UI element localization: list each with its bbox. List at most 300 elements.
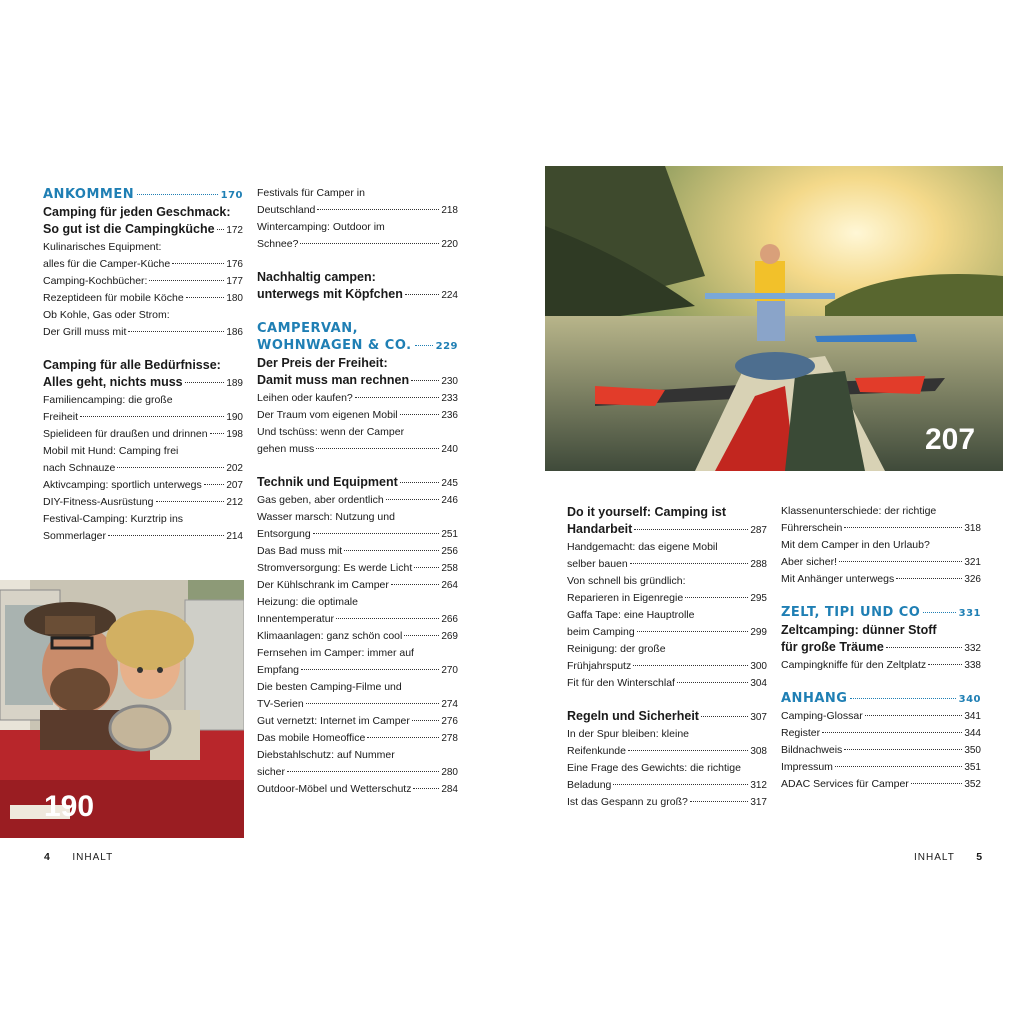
toc-entry: [781, 571, 981, 588]
toc-title: Beladung: [567, 779, 612, 791]
toc-line: Der Preis der Freiheit:: [257, 356, 388, 370]
toc-row: [257, 236, 458, 253]
toc-title: Ist das Gespann zu groß?: [567, 796, 688, 808]
toc-entry: [257, 577, 458, 594]
toc-page-number: 317: [750, 797, 767, 808]
spacer: [781, 588, 981, 604]
toc-row: [781, 639, 981, 657]
leader-dots: [172, 263, 224, 264]
toc-line: Mit dem Camper in den Urlaub?: [781, 539, 930, 551]
toc-row: [257, 713, 458, 730]
toc-row: [257, 286, 458, 304]
toc-entry: [781, 537, 981, 571]
toc-title: DIY-Fitness-Ausrüstung: [43, 496, 154, 508]
leader-dots: [633, 665, 748, 666]
toc-title: Outdoor-Möbel und Wetterschutz: [257, 783, 412, 795]
leader-dots: [911, 783, 963, 784]
toc-page-number: 308: [750, 746, 767, 757]
toc-page-number: 270: [441, 665, 458, 676]
toc-row: [257, 372, 458, 390]
toc-page-number: 220: [441, 239, 458, 250]
toc-row: [43, 494, 243, 511]
toc-title: Handarbeit: [567, 522, 633, 536]
toc-entry: [257, 543, 458, 560]
leader-dots: [839, 561, 962, 562]
leader-dots: [186, 297, 225, 298]
leader-dots: [210, 433, 225, 434]
leader-dots: [217, 229, 225, 230]
toc-entry: [567, 794, 767, 811]
toc-title: Campingkniffe für den Zeltplatz: [781, 659, 927, 671]
toc-entry: [257, 390, 458, 407]
toc-line: Festival-Camping: Kurztrip ins: [43, 513, 184, 525]
toc-chapter: [257, 355, 458, 390]
toc-title: Aktivcamping: sportlich unterwegs: [43, 479, 202, 491]
toc-row: [781, 708, 981, 725]
toc-row: [567, 777, 767, 794]
toc-page-number: 351: [964, 762, 981, 773]
toc-section: [257, 320, 458, 355]
toc-entry: [257, 628, 458, 645]
toc-entry: [567, 641, 767, 675]
footer-left: [44, 851, 113, 863]
toc-title: Mit Anhänger unterwegs: [781, 573, 895, 585]
toc-line: Wintercamping: Outdoor im: [257, 221, 385, 233]
leader-dots: [108, 535, 224, 536]
spacer: [257, 253, 458, 269]
toc-row: [257, 696, 458, 713]
toc-page-number: 224: [441, 290, 458, 301]
toc-entry: [257, 492, 458, 509]
toc-page-number: 318: [964, 523, 981, 534]
toc-row: [567, 658, 767, 675]
leader-dots: [400, 414, 440, 415]
toc-page-number: 214: [226, 531, 243, 542]
toc-page-number: 350: [964, 745, 981, 756]
toc-title: Stromversorgung: Es werde Licht: [257, 562, 413, 574]
toc-title: Bildnachweis: [781, 744, 843, 756]
toc-row: [781, 604, 981, 622]
toc-line: Camping für alle Bedürfnisse:: [43, 358, 221, 372]
toc-page-number: 177: [226, 276, 243, 287]
leader-dots: [630, 563, 749, 564]
toc-row: [257, 441, 458, 458]
spacer: [257, 458, 458, 474]
leader-dots: [306, 703, 440, 704]
toc-title: Technik und Equipment: [257, 475, 398, 489]
leader-dots: [344, 550, 439, 551]
toc-title: Damit muss man rechnen: [257, 373, 410, 387]
leader-dots: [355, 397, 440, 398]
toc-chapter: [43, 204, 243, 239]
toc-row: [257, 764, 458, 781]
toc-section: [781, 690, 981, 708]
toc-title: Fit für den Winterschlaf: [567, 677, 675, 689]
leader-dots: [928, 664, 962, 665]
toc-row: [43, 221, 243, 239]
toc-page-number: 198: [226, 429, 243, 440]
toc-page-number: 245: [441, 478, 458, 489]
toc-page-number: 295: [750, 593, 767, 604]
toc-line: Do it yourself: Camping ist: [567, 505, 727, 519]
toc-entry: [257, 781, 458, 798]
toc-page-number: 212: [226, 497, 243, 508]
toc-page-number: 180: [226, 293, 243, 304]
toc-line: Und tschüss: wenn der Camper: [257, 426, 405, 438]
toc-row: [257, 337, 458, 355]
toc-line: Eine Frage des Gewichts: die richtige: [567, 762, 741, 774]
toc-entry: [43, 307, 243, 341]
toc-row: [43, 273, 243, 290]
toc-row: [257, 662, 458, 679]
leader-dots: [117, 467, 224, 468]
toc-page-number: 280: [441, 767, 458, 778]
toc-title: Schnee?: [257, 238, 299, 250]
toc-entry: [781, 725, 981, 742]
page-number-right: 5: [976, 851, 984, 863]
toc-title: ANKOMMEN: [43, 187, 135, 202]
leader-dots: [386, 499, 440, 500]
toc-row: [781, 571, 981, 588]
van-illustration: [0, 580, 244, 838]
toc-page-number: 236: [441, 410, 458, 421]
toc-entry: [43, 426, 243, 443]
toc-page-number: 278: [441, 733, 458, 744]
toc-page-number: 274: [441, 699, 458, 710]
toc-entry: [781, 742, 981, 759]
toc-page-number: 186: [226, 327, 243, 338]
toc-title: Innentemperatur: [257, 613, 335, 625]
toc-title: nach Schnauze: [43, 462, 116, 474]
toc-row: [781, 520, 981, 537]
toc-row: [43, 324, 243, 341]
toc-row: [257, 526, 458, 543]
toc-page-number: 207: [226, 480, 243, 491]
leader-dots: [923, 612, 955, 613]
toc-row: [567, 708, 767, 726]
toc-entry: [43, 511, 243, 545]
toc-title: Reparieren in Eigenregie: [567, 592, 684, 604]
toc-line: Familiencamping: die große: [43, 394, 173, 406]
toc-page-number: 326: [964, 574, 981, 585]
toc-chapter: [43, 357, 243, 392]
toc-title: Reifenkunde: [567, 745, 626, 757]
toc-page-number: 338: [964, 660, 981, 671]
toc-line: Gaffa Tape: eine Hauptrolle: [567, 609, 695, 621]
toc-row: [257, 543, 458, 560]
toc-entry: [43, 290, 243, 307]
toc-line: Zeltcamping: dünner Stoff: [781, 623, 937, 637]
toc-entry: [781, 503, 981, 537]
toc-title: Der Kühlschrank im Camper: [257, 579, 389, 591]
toc-entry: [257, 219, 458, 253]
toc-line: CAMPERVAN,: [257, 321, 359, 336]
toc-row: [257, 611, 458, 628]
toc-title: sicher: [257, 766, 286, 778]
toc-title: Entsorgung: [257, 528, 311, 540]
toc-title: Das mobile Homeoffice: [257, 732, 366, 744]
leader-dots: [316, 448, 439, 449]
toc-row: [257, 390, 458, 407]
toc-row: [43, 409, 243, 426]
toc-page-number: 233: [441, 393, 458, 404]
page-number-left: 4: [44, 851, 51, 863]
toc-column-right-2: [781, 503, 981, 793]
leader-dots: [896, 578, 962, 579]
leader-dots: [185, 382, 225, 383]
toc-title: Empfang: [257, 664, 300, 676]
toc-title: Gas geben, aber ordentlich: [257, 494, 384, 506]
toc-entry: [257, 407, 458, 424]
toc-title: selber bauen: [567, 558, 628, 570]
photo-family-van: [0, 580, 244, 838]
toc-title: So gut ist die Campingküche: [43, 222, 215, 236]
toc-line: Von schnell bis gründlich:: [567, 575, 686, 587]
toc-entry: [567, 607, 767, 641]
toc-entry: [781, 657, 981, 674]
toc-row: [781, 725, 981, 742]
toc-title: gehen muss: [257, 443, 315, 455]
leader-dots: [850, 698, 955, 699]
toc-section: [43, 186, 243, 204]
toc-line: Diebstahlschutz: auf Nummer: [257, 749, 395, 761]
toc-chapter: [257, 474, 458, 492]
toc-chapter: [781, 622, 981, 657]
toc-line: Wasser marsch: Nutzung und: [257, 511, 395, 523]
toc-line: Heizung: die optimale: [257, 596, 358, 608]
toc-line: Handgemacht: das eigene Mobil: [567, 541, 718, 553]
toc-row: [567, 624, 767, 641]
toc-row: [567, 590, 767, 607]
leader-dots: [844, 749, 962, 750]
toc-title: Gut vernetzt: Internet im Camper: [257, 715, 410, 727]
photo-page-number-207: 207: [925, 423, 976, 456]
toc-row: [567, 743, 767, 760]
toc-title: WOHNWAGEN & CO.: [257, 338, 412, 353]
toc-row: [567, 794, 767, 811]
toc-entry: [257, 185, 458, 219]
toc-row: [781, 657, 981, 674]
toc-page-number: 189: [226, 378, 243, 389]
leader-dots: [156, 501, 225, 502]
toc-title: Regeln und Sicherheit: [567, 709, 699, 723]
toc-row: [781, 759, 981, 776]
toc-page-number: 331: [958, 608, 981, 619]
toc-page-number: 218: [441, 205, 458, 216]
toc-title: Camping-Glossar: [781, 710, 863, 722]
toc-title: ADAC Services für Camper: [781, 778, 909, 790]
toc-row: [257, 730, 458, 747]
toc-row: [257, 492, 458, 509]
toc-entry: [567, 573, 767, 607]
toc-line: Fernsehen im Camper: immer auf: [257, 647, 414, 659]
toc-row: [43, 290, 243, 307]
toc-title: Leihen oder kaufen?: [257, 392, 353, 404]
toc-title: ZELT, TIPI UND CO: [781, 605, 921, 620]
toc-title: Klimaanlagen: ganz schön cool: [257, 630, 403, 642]
toc-page-number: 307: [750, 712, 767, 723]
toc-row: [43, 374, 243, 392]
toc-column-left-2: [257, 185, 458, 798]
toc-row: [567, 556, 767, 573]
toc-row: [43, 426, 243, 443]
leader-dots: [204, 484, 225, 485]
toc-row: [781, 554, 981, 571]
toc-page-number: 264: [441, 580, 458, 591]
toc-page-number: 176: [226, 259, 243, 270]
toc-page-number: 321: [964, 557, 981, 568]
toc-title: Freiheit: [43, 411, 79, 423]
toc-page-number: 170: [220, 190, 243, 201]
toc-title: Spielideen für draußen und drinnen: [43, 428, 208, 440]
leader-dots: [414, 567, 439, 568]
toc-page-number: 288: [750, 559, 767, 570]
leader-dots: [336, 618, 439, 619]
toc-page-number: 256: [441, 546, 458, 557]
toc-entry: [781, 776, 981, 793]
leader-dots: [835, 766, 962, 767]
toc-page-number: 304: [750, 678, 767, 689]
toc-title: unterwegs mit Köpfchen: [257, 287, 403, 301]
leader-dots: [405, 294, 439, 295]
leader-dots: [690, 801, 748, 802]
leader-dots: [80, 416, 224, 417]
toc-entry: [257, 645, 458, 679]
toc-title: für große Träume: [781, 640, 884, 654]
toc-line: Die besten Camping-Filme und: [257, 681, 402, 693]
leader-dots: [404, 635, 439, 636]
spacer: [257, 304, 458, 320]
leader-dots: [822, 732, 962, 733]
toc-title: Der Traum vom eigenen Mobil: [257, 409, 398, 421]
toc-row: [257, 560, 458, 577]
toc-page-number: 300: [750, 661, 767, 672]
toc-page-number: 246: [441, 495, 458, 506]
toc-entry: [257, 424, 458, 458]
toc-page-number: 230: [441, 376, 458, 387]
toc-row: [43, 528, 243, 545]
toc-entry: [257, 560, 458, 577]
toc-title: Deutschland: [257, 204, 316, 216]
toc-line: Klassenunterschiede: der richtige: [781, 505, 937, 517]
toc-row: [43, 460, 243, 477]
leader-dots: [317, 209, 439, 210]
leader-dots: [149, 280, 224, 281]
toc-entry: [567, 539, 767, 573]
toc-chapter: [567, 708, 767, 726]
leader-dots: [412, 720, 439, 721]
leader-dots: [411, 380, 439, 381]
toc-row: [781, 776, 981, 793]
toc-line: Ob Kohle, Gas oder Strom:: [43, 309, 170, 321]
toc-row: [257, 577, 458, 594]
toc-entry: [43, 477, 243, 494]
toc-entry: [257, 679, 458, 713]
toc-page-number: 312: [750, 780, 767, 791]
toc-title: Register: [781, 727, 821, 739]
footer-label-right: INHALT: [914, 852, 955, 863]
toc-chapter: [567, 504, 767, 539]
leader-dots: [128, 331, 224, 332]
toc-entry: [781, 759, 981, 776]
toc-title: ANHANG: [781, 691, 848, 706]
leader-dots: [400, 482, 440, 483]
toc-page-number: 240: [441, 444, 458, 455]
toc-title: Frühjahrsputz: [567, 660, 632, 672]
toc-page-number: 344: [964, 728, 981, 739]
toc-title: beim Camping: [567, 626, 635, 638]
toc-page-number: 190: [226, 412, 243, 423]
toc-row: [567, 675, 767, 692]
toc-page-number: 340: [958, 694, 981, 705]
toc-entry: [567, 675, 767, 692]
leader-dots: [300, 243, 439, 244]
toc-title: Impressum: [781, 761, 833, 773]
toc-entry: [43, 273, 243, 290]
toc-title: TV-Serien: [257, 698, 304, 710]
toc-entry: [567, 726, 767, 760]
toc-page-number: 172: [226, 225, 243, 236]
toc-entry: [257, 594, 458, 628]
toc-page-number: 352: [964, 779, 981, 790]
leader-dots: [844, 527, 962, 528]
toc-line: Reinigung: der große: [567, 643, 666, 655]
toc-entry: [781, 708, 981, 725]
toc-row: [43, 477, 243, 494]
leader-dots: [413, 788, 439, 789]
toc-line: Camping für jeden Geschmack:: [43, 205, 231, 219]
toc-row: [781, 742, 981, 759]
toc-title: alles für die Camper-Küche: [43, 258, 171, 270]
leader-dots: [301, 669, 439, 670]
leader-dots: [634, 529, 748, 530]
toc-entry: [567, 760, 767, 794]
toc-page-number: 258: [441, 563, 458, 574]
leader-dots: [685, 597, 748, 598]
toc-page-number: 202: [226, 463, 243, 474]
toc-entry: [43, 392, 243, 426]
leader-dots: [628, 750, 748, 751]
leader-dots: [865, 715, 963, 716]
leader-dots: [677, 682, 748, 683]
toc-row: [781, 690, 981, 708]
leader-dots: [367, 737, 439, 738]
leader-dots: [886, 647, 963, 648]
toc-line: Mobil mit Hund: Camping frei: [43, 445, 179, 457]
leader-dots: [391, 584, 439, 585]
toc-line: Nachhaltig campen:: [257, 270, 376, 284]
toc-line: Festivals für Camper in: [257, 187, 365, 199]
toc-row: [257, 781, 458, 798]
photo-kayak-river: [545, 166, 1003, 471]
toc-section: [781, 604, 981, 622]
toc-entry: [257, 747, 458, 781]
toc-entry: [257, 730, 458, 747]
toc-page-number: 251: [441, 529, 458, 540]
spacer: [43, 341, 243, 357]
toc-title: Camping-Kochbücher:: [43, 275, 148, 287]
toc-row: [257, 407, 458, 424]
toc-row: [257, 474, 458, 492]
toc-title: Sommerlager: [43, 530, 107, 542]
toc-title: Das Bad muss mit: [257, 545, 343, 557]
toc-page-number: 341: [964, 711, 981, 722]
toc-entry: [43, 494, 243, 511]
toc-entry: [257, 509, 458, 543]
leader-dots: [287, 771, 439, 772]
leader-dots: [137, 194, 218, 195]
photo-page-number-190: 190: [44, 790, 95, 823]
